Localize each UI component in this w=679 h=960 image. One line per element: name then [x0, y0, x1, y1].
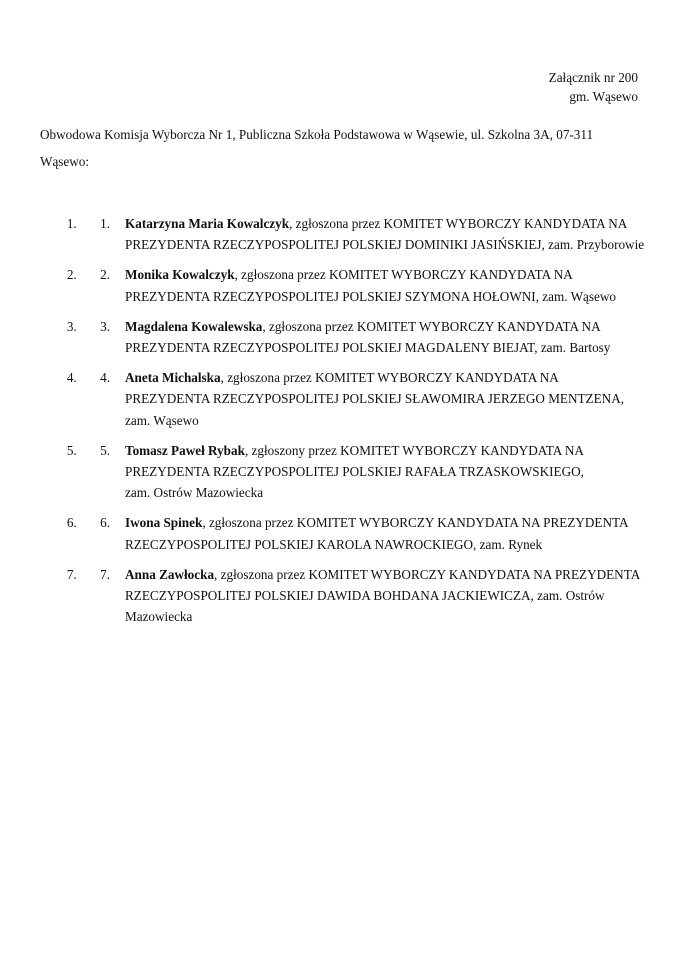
list-item-body: [125, 440, 679, 504]
list-item-body: [125, 512, 679, 554]
list-item-body: [125, 213, 679, 255]
candidate-line-3: zam. Ostrów Mazowiecka: [125, 485, 264, 501]
candidate-line-1: [125, 264, 679, 285]
candidate-name: Iwona Spinek: [125, 515, 203, 531]
candidate-nomination-text: , zgłoszona przez KOMITET WYBORCZY KANDYDATA NA PREZYDENTA: [214, 566, 641, 582]
candidate-nomination-text: , zgłoszona przez KOMITET WYBORCZY KANDYDATA NA PREZYDENTA: [202, 515, 629, 531]
candidate-line-2: RZECZYPOSPOLITEJ POLSKIEJ DAWIDA BOHDANA JACKIEWICZA, zam. Ostrów: [125, 588, 605, 604]
list-item-number: 7. 7.: [100, 566, 110, 582]
candidate-nomination-text: , zgłoszona przez KOMITET WYBORCZY KANDYDATA NA: [234, 267, 573, 283]
candidate-line-1: [125, 512, 679, 533]
candidate-line-1: [125, 213, 679, 234]
candidate-name: Magdalena Kowalewska: [125, 318, 263, 334]
candidate-name: Tomasz Paweł Rybak: [125, 442, 245, 458]
list-item-number: 2. 2.: [100, 267, 110, 283]
candidate-name: Aneta Michalska: [125, 370, 221, 386]
list-item: [80, 512, 679, 554]
list-item: [80, 213, 679, 255]
list-item-number: 1. 1.: [100, 216, 110, 231]
candidate-line-3: Mazowiecka: [125, 609, 193, 625]
list-item-number: 5. 5.: [100, 442, 110, 458]
candidate-nomination-text: , zgłoszona przez KOMITET WYBORCZY KANDYDATA NA: [289, 216, 628, 231]
list-item-number: 3. 3.: [100, 318, 110, 334]
candidate-line-2: PREZYDENTA RZECZYPOSPOLITEJ POLSKIEJ SŁAWOMIRA JERZEGO MENTZENA,: [125, 391, 625, 407]
candidate-line-2: RZECZYPOSPOLITEJ POLSKIEJ KAROLA NAWROCKIEGO, zam. Rynek: [125, 536, 543, 552]
list-item-body: [125, 564, 679, 628]
document-header: [0, 68, 638, 106]
candidate-line-1: [125, 367, 679, 388]
candidate-name: Katarzyna Maria Kowalczyk: [125, 216, 290, 231]
commission-intro-line-1: Obwodowa Komisja Wyborcza Nr 1, Publiczna Szkoła Podstawowa w Wąsewie, ul. Szkolna 3A, 07-311: [40, 127, 594, 142]
candidate-list: [40, 213, 679, 627]
candidate-line-3: zam. Wąsewo: [125, 412, 199, 428]
list-item-body: [125, 264, 679, 306]
candidate-line-1: [125, 316, 679, 337]
candidate-line-2: PREZYDENTA RZECZYPOSPOLITEJ POLSKIEJ SZYMONA HOŁOWNI, zam. Wąsewo: [125, 288, 617, 304]
attachment-number: Załącznik nr 200: [548, 70, 638, 85]
list-item: [80, 564, 679, 628]
commission-intro-line-2: Wąsewo:: [40, 154, 90, 169]
municipality-name: gm. Wąsewo: [569, 89, 638, 104]
list-item-number: 6. 6.: [100, 515, 110, 531]
list-item-number: 4. 4.: [100, 370, 110, 386]
candidate-nomination-text: , zgłoszona przez KOMITET WYBORCZY KANDYDATA NA: [262, 318, 601, 334]
list-item-body: [125, 316, 679, 358]
candidate-line-2: PREZYDENTA RZECZYPOSPOLITEJ POLSKIEJ DOMINIKI JASIŃSKIEJ, zam. Przyborowie: [125, 237, 645, 253]
candidate-line-2: PREZYDENTA RZECZYPOSPOLITEJ POLSKIEJ RAFAŁA TRZASKOWSKIEGO,: [125, 464, 584, 480]
candidate-line-2: PREZYDENTA RZECZYPOSPOLITEJ POLSKIEJ MAGDALENY BIEJAT, zam. Bartosy: [125, 340, 611, 356]
commission-intro-paragraph: [40, 121, 640, 175]
candidate-nomination-text: , zgłoszony przez KOMITET WYBORCZY KANDYDATA NA: [244, 442, 584, 458]
list-item-body: [125, 367, 679, 431]
candidate-name: Anna Zawłocka: [125, 566, 215, 582]
list-item: [80, 367, 679, 431]
list-item: [80, 316, 679, 358]
list-item: [80, 440, 679, 504]
list-item: [80, 264, 679, 306]
candidate-line-1: [125, 440, 679, 461]
candidate-nomination-text: , zgłoszona przez KOMITET WYBORCZY KANDYDATA NA: [220, 370, 559, 386]
candidate-name: Monika Kowalczyk: [125, 267, 235, 283]
candidate-line-1: [125, 564, 679, 585]
